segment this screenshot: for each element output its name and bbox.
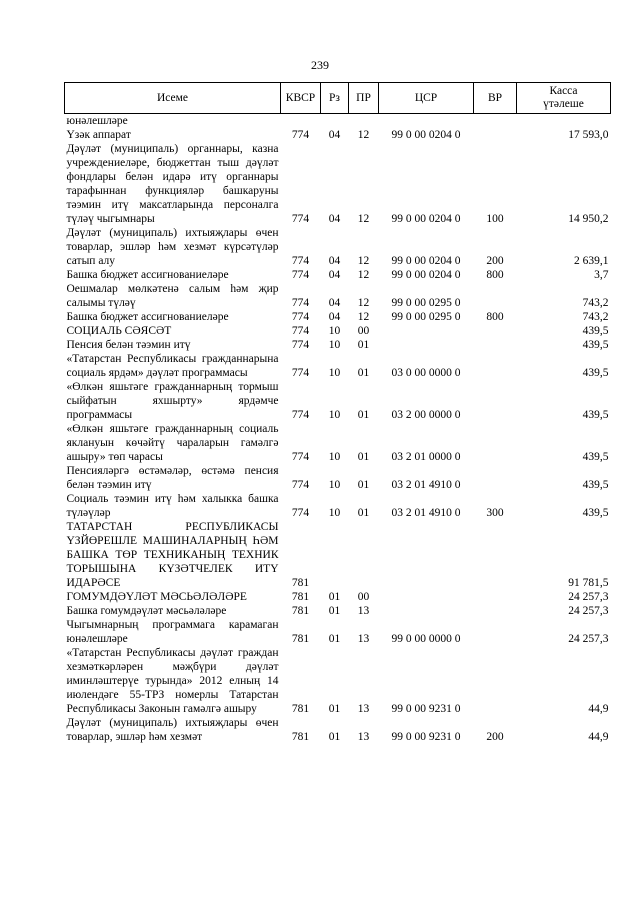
cell-csr: 99 0 00 0000 0 — [391, 633, 461, 645]
cell-csr: 99 0 00 0204 0 — [391, 213, 461, 225]
cell-pr: 13 — [357, 703, 370, 715]
header-kvsr: КВСР — [281, 83, 321, 114]
cell-kassa: 17 593,0 — [568, 129, 609, 141]
cell-kassa: 14 950,2 — [568, 213, 609, 225]
cell-kvsr: 774 — [291, 213, 310, 225]
cell-csr — [379, 338, 474, 352]
cell-kassa: 44,9 — [588, 703, 609, 715]
table-row — [65, 422, 611, 464]
header-vr: ВР — [474, 83, 517, 114]
cell-name: Үзәк аппарат — [66, 129, 131, 141]
cell-pr — [349, 520, 379, 590]
cell-pr: 12 — [357, 269, 370, 281]
cell-kvsr: 781 — [291, 703, 310, 715]
table-row — [65, 618, 611, 646]
cell-vr — [474, 520, 517, 590]
cell-pr: 12 — [357, 297, 370, 309]
cell-rz: 10 — [328, 367, 341, 379]
cell-kvsr: 774 — [291, 269, 310, 281]
cell-csr: 03 2 01 4910 0 — [391, 507, 461, 519]
cell-name: «Өлкән яшьтәге гражданнарның социаль яклануын көчәйтү чараларын гамәлгә ашыру» төп чарасы — [66, 423, 279, 463]
cell-name: Дәүләт (муниципаль) органнары, казна учреждениеләре, бюджеттан тыш дәүләт фондлары белән идарә итү органнары тарафыннан функцияләр башкаруны тәэмин итү максатларында персоналга түләү чыгымнары — [66, 143, 279, 225]
cell-rz: 10 — [328, 451, 341, 463]
cell-rz: 01 — [328, 591, 341, 603]
cell-name: юнәлешләре — [66, 115, 128, 127]
cell-csr: 99 0 00 0295 0 — [391, 311, 461, 323]
cell-name: ТАТАРСТАН РЕСПУБЛИКАСЫ ҮЗЙӨРЕШЛЕ МАШИНАЛАРНЫҢ ҺӘМ БАШКА ТӨР ТЕХНИКАНЫҢ ТЕХНИК ТОРЫШЫНА КҮЗӘТЧЕЛЕК ИТҮ ИДАРӘСЕ — [66, 521, 279, 589]
cell-vr — [474, 352, 517, 380]
cell-rz: 04 — [328, 269, 341, 281]
cell-kvsr: 774 — [291, 507, 310, 519]
cell-kvsr: 774 — [291, 255, 310, 267]
table-row — [65, 128, 611, 142]
cell-vr — [474, 128, 517, 142]
cell-rz: 10 — [328, 479, 341, 491]
cell-csr: 99 0 00 9231 0 — [391, 703, 461, 715]
cell-vr — [474, 464, 517, 492]
table-row — [65, 142, 611, 226]
header-rz: Рз — [321, 83, 349, 114]
cell-name: «Татарстан Республикасы гражданнарына социаль ярдәм» дәүләт программасы — [66, 353, 279, 379]
table-row — [65, 226, 611, 268]
cell-name: Дәүләт (муниципаль) ихтыяҗлары өчен товарлар, эшләр һәм хезмәт күрсәтүләр сатып алу — [66, 227, 279, 267]
cell-pr: 01 — [357, 409, 370, 421]
cell-vr — [474, 646, 517, 716]
cell-kassa: 439,5 — [582, 507, 609, 519]
table-row — [65, 114, 611, 129]
cell-pr: 12 — [357, 129, 370, 141]
cell-vr — [474, 324, 517, 338]
cell-kassa: 439,5 — [582, 409, 609, 421]
cell-rz: 04 — [328, 213, 341, 225]
cell-name: Дәүләт (муниципаль) ихтыяҗлары өчен товарлар, эшләр һәм хезмәт — [66, 717, 279, 743]
cell-vr — [474, 114, 517, 129]
cell-pr: 00 — [357, 325, 370, 337]
table-row — [65, 590, 611, 604]
cell-pr: 01 — [357, 479, 370, 491]
cell-vr — [474, 338, 517, 352]
cell-pr: 13 — [357, 605, 370, 617]
cell-pr: 00 — [357, 591, 370, 603]
cell-name: Социаль тәэмин итү һәм халыкка башка түләүләр — [66, 493, 279, 519]
table-row — [65, 268, 611, 282]
header-csr: ЦСР — [379, 83, 474, 114]
cell-name: Башка гомумдәүләт мәсьәләләре — [66, 605, 227, 617]
cell-name: ГОМУМДӘҮЛӘТ МӘСЬӘЛӘЛӘРЕ — [66, 591, 247, 603]
cell-kassa: 24 257,3 — [568, 605, 609, 617]
cell-name: Пенсия белән тәэмин итү — [66, 339, 191, 351]
cell-kassa: 439,5 — [582, 479, 609, 491]
table-row — [65, 310, 611, 324]
cell-kvsr: 781 — [291, 591, 310, 603]
cell-rz: 04 — [328, 297, 341, 309]
header-kassa-line2: үтәлеше — [543, 98, 584, 110]
cell-kvsr: 774 — [291, 339, 310, 351]
cell-kvsr: 781 — [291, 577, 310, 589]
cell-vr: 200 — [486, 255, 504, 267]
cell-vr — [474, 380, 517, 422]
cell-csr — [379, 520, 474, 590]
cell-kvsr: 774 — [291, 129, 310, 141]
cell-vr: 100 — [486, 213, 504, 225]
cell-pr: 12 — [357, 213, 370, 225]
cell-pr — [349, 114, 379, 129]
cell-kvsr: 774 — [291, 325, 310, 337]
cell-kassa: 743,2 — [582, 297, 609, 309]
cell-csr: 99 0 00 0204 0 — [391, 269, 461, 281]
cell-kvsr: 774 — [291, 297, 310, 309]
cell-pr: 01 — [357, 339, 370, 351]
cell-kassa: 2 639,1 — [574, 255, 609, 267]
cell-name: Пенсияләргә өстәмәләр, өстәмә пенсия белән тәэмин итү — [66, 465, 279, 491]
cell-kassa — [517, 114, 611, 129]
cell-name: Башка бюджет ассигнованиеләре — [66, 269, 229, 281]
cell-vr — [474, 282, 517, 310]
table-row — [65, 352, 611, 380]
table-row — [65, 646, 611, 716]
table-row — [65, 716, 611, 744]
cell-rz — [321, 520, 349, 590]
cell-rz: 01 — [328, 703, 341, 715]
cell-vr: 800 — [486, 311, 504, 323]
cell-pr: 13 — [357, 633, 370, 645]
cell-csr: 99 0 00 0295 0 — [391, 297, 461, 309]
cell-vr: 200 — [486, 731, 504, 743]
cell-kassa: 439,5 — [582, 451, 609, 463]
budget-execution-table — [64, 82, 611, 744]
cell-vr — [474, 618, 517, 646]
cell-pr: 12 — [357, 255, 370, 267]
header-name: Исеме — [65, 83, 281, 114]
cell-csr: 99 0 00 9231 0 — [391, 731, 461, 743]
cell-kassa: 439,5 — [582, 325, 609, 337]
cell-kassa: 743,2 — [582, 311, 609, 323]
cell-pr: 13 — [357, 731, 370, 743]
table-row — [65, 282, 611, 310]
table-row — [65, 492, 611, 520]
cell-name: Чыгымнарның программага карамаган юнәлешләре — [66, 619, 279, 645]
cell-rz: 04 — [328, 255, 341, 267]
cell-csr: 03 2 01 0000 0 — [391, 451, 461, 463]
table-row — [65, 380, 611, 422]
cell-rz: 10 — [328, 507, 341, 519]
cell-kvsr: 781 — [291, 731, 310, 743]
cell-kassa: 91 781,5 — [568, 577, 609, 589]
cell-kassa: 439,5 — [582, 339, 609, 351]
cell-rz: 01 — [328, 633, 341, 645]
cell-pr: 01 — [357, 451, 370, 463]
cell-csr: 03 2 00 0000 0 — [391, 409, 461, 421]
table-row — [65, 324, 611, 338]
cell-kvsr: 774 — [291, 479, 310, 491]
table-row — [65, 338, 611, 352]
cell-rz: 10 — [328, 325, 341, 337]
cell-name: Башка бюджет ассигнованиеләре — [66, 311, 229, 323]
cell-rz: 01 — [328, 731, 341, 743]
cell-kvsr: 774 — [291, 367, 310, 379]
cell-csr: 03 2 01 4910 0 — [391, 479, 461, 491]
cell-rz: 10 — [328, 339, 341, 351]
table-header-row — [65, 83, 611, 114]
cell-kassa: 439,5 — [582, 367, 609, 379]
table-body — [65, 114, 611, 745]
cell-kassa: 3,7 — [594, 269, 609, 281]
header-kassa-line1: Касса — [549, 85, 578, 97]
cell-pr: 01 — [357, 507, 370, 519]
cell-csr: 03 0 00 0000 0 — [391, 367, 461, 379]
header-kassa — [517, 83, 611, 114]
cell-pr: 01 — [357, 367, 370, 379]
cell-csr — [379, 114, 474, 129]
cell-rz: 01 — [328, 605, 341, 617]
table-row — [65, 604, 611, 618]
cell-kvsr: 774 — [291, 409, 310, 421]
cell-vr — [474, 590, 517, 604]
cell-vr: 300 — [486, 507, 504, 519]
page-number: 239 — [311, 58, 329, 72]
cell-name: СОЦИАЛЬ СӘЯСӘТ — [66, 325, 172, 337]
cell-name: «Татарстан Республикасы дәүләт граждан хезмәткәрләрен мәҗбүри дәүләт иминләштерүе турында» 2012 елның 14 июлендәге 55-ТРЗ номерлы Татарстан Республикасы Законын гамәлгә ашыру — [66, 647, 279, 715]
cell-rz — [321, 114, 349, 129]
cell-csr — [379, 324, 474, 338]
header-pr: ПР — [349, 83, 379, 114]
cell-kvsr — [281, 114, 321, 129]
cell-kassa: 44,9 — [588, 731, 609, 743]
cell-kvsr: 781 — [291, 605, 310, 617]
cell-csr — [379, 604, 474, 618]
cell-rz: 04 — [328, 129, 341, 141]
cell-vr — [474, 604, 517, 618]
cell-csr: 99 0 00 0204 0 — [391, 255, 461, 267]
cell-vr: 800 — [486, 269, 504, 281]
table-row — [65, 464, 611, 492]
cell-kvsr: 774 — [291, 451, 310, 463]
cell-pr: 12 — [357, 311, 370, 323]
cell-csr — [379, 590, 474, 604]
cell-csr: 99 0 00 0204 0 — [391, 129, 461, 141]
table-row — [65, 520, 611, 590]
cell-name: «Өлкән яшьтәге гражданнарның тормыш сыйфатын яхшырту» ярдәмче программасы — [66, 381, 279, 421]
cell-rz: 10 — [328, 409, 341, 421]
cell-kassa: 24 257,3 — [568, 633, 609, 645]
cell-kvsr: 781 — [291, 633, 310, 645]
cell-kvsr: 774 — [291, 311, 310, 323]
cell-name: Оешмалар мөлкәтенә салым һәм җир салымы түләү — [66, 283, 279, 309]
cell-rz: 04 — [328, 311, 341, 323]
cell-vr — [474, 422, 517, 464]
cell-kassa: 24 257,3 — [568, 591, 609, 603]
